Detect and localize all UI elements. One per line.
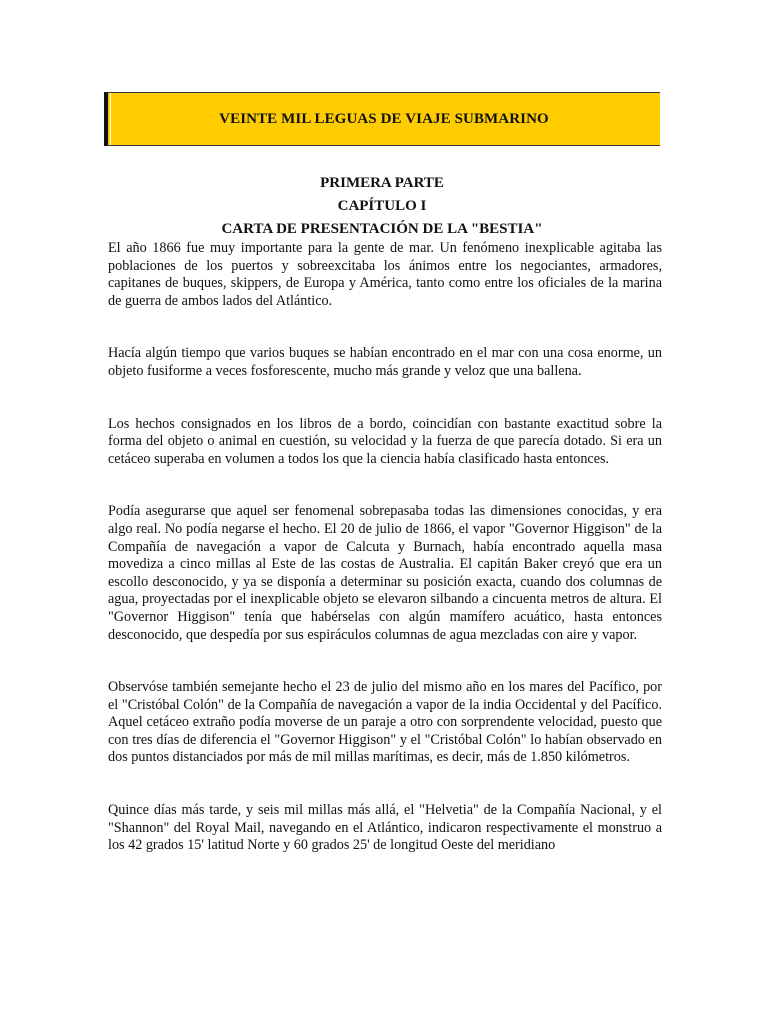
chapter-number: CAPÍTULO I	[337, 198, 427, 214]
chapter-title: CARTA DE PRESENTACIÓN DE LA "BESTIA"	[221, 221, 543, 237]
chapter-body	[108, 240, 662, 890]
paragraph: Observóse también semejante hecho el 23 de julio del mismo año en los mares del Pacífico, por el "Cristóbal Colón" de la Compañía de navegación a vapor de la india Occidental y del Pacífico. Aquel cetáceo extraño podía moverse de un paraje a otro con sorprendente velocidad, puesto que con tres días de diferencia el "Governor Higgison" y el "Cristóbal Colón" lo habían observado en dos puntos distanciados por más de mil millas marítimas, es decir, más de 1.850 kilómetros.	[108, 679, 662, 766]
title-banner	[104, 92, 660, 146]
paragraph: Podía asegurarse que aquel ser fenomenal sobrepasaba todas las dimensiones conocidas, y era algo real. No podía negarse el hecho. El 20 de julio de 1866, el vapor "Governor Higgison" de la Compañía de navegación a vapor de Calcuta y Burnach, había encontrado aquella masa movediza a cinco millas al Este de las costas de Australia. El capitán Baker creyó que era un escollo desconocido, y ya se disponía a determinar su posición exacta, cuando dos columnas de agua, proyectadas por el inexplicable objeto se elevaron silbando a cincuenta metros de altura. El "Governor Higgison" tenía que habérselas con algún mamífero acuático, hasta entonces desconocido, que despedía por sus espiráculos columnas de agua mezcladas con aire y vapor.	[108, 503, 662, 643]
paragraph: El año 1866 fue muy importante para la gente de mar. Un fenómeno inexplicable agitaba las poblaciones de los puertos y sobreexcitaba los ánimos entre los negociantes, armadores, capitanes de buques, skippers, de Europa y América, tanto como entre los oficiales de la marina de guerra de ambos lados del Atlántico.	[108, 240, 662, 309]
chapter-headings	[104, 172, 660, 241]
paragraph: Los hechos consignados en los libros de a bordo, coincidían con bastante exactitud sobre la forma del objeto o animal en cuestión, su velocidad y la fuerza de que parecía dotado. Si era un cetáceo superaba en volumen a todos los que la ciencia había clasificado hasta entonces.	[108, 415, 662, 467]
book-title: VEINTE MIL LEGUAS DE VIAJE SUBMARINO	[219, 110, 549, 127]
paragraph: Quince días más tarde, y seis mil millas más allá, el "Helvetia" de la Compañía Nacional, y el "Shannon" del Royal Mail, navegando en el Atlántico, indicaron respectivamente el monstruo a los 42 grados 15' latitud Norte y 60 grados 25' de longitud Oeste del meridiano	[108, 802, 662, 854]
paragraph: Hacía algún tiempo que varios buques se habían encontrado en el mar con una cosa enorme, un objeto fusiforme a veces fosforescente, mucho más grande y veloz que una ballena.	[108, 345, 662, 379]
part-heading: PRIMERA PARTE	[320, 175, 444, 191]
